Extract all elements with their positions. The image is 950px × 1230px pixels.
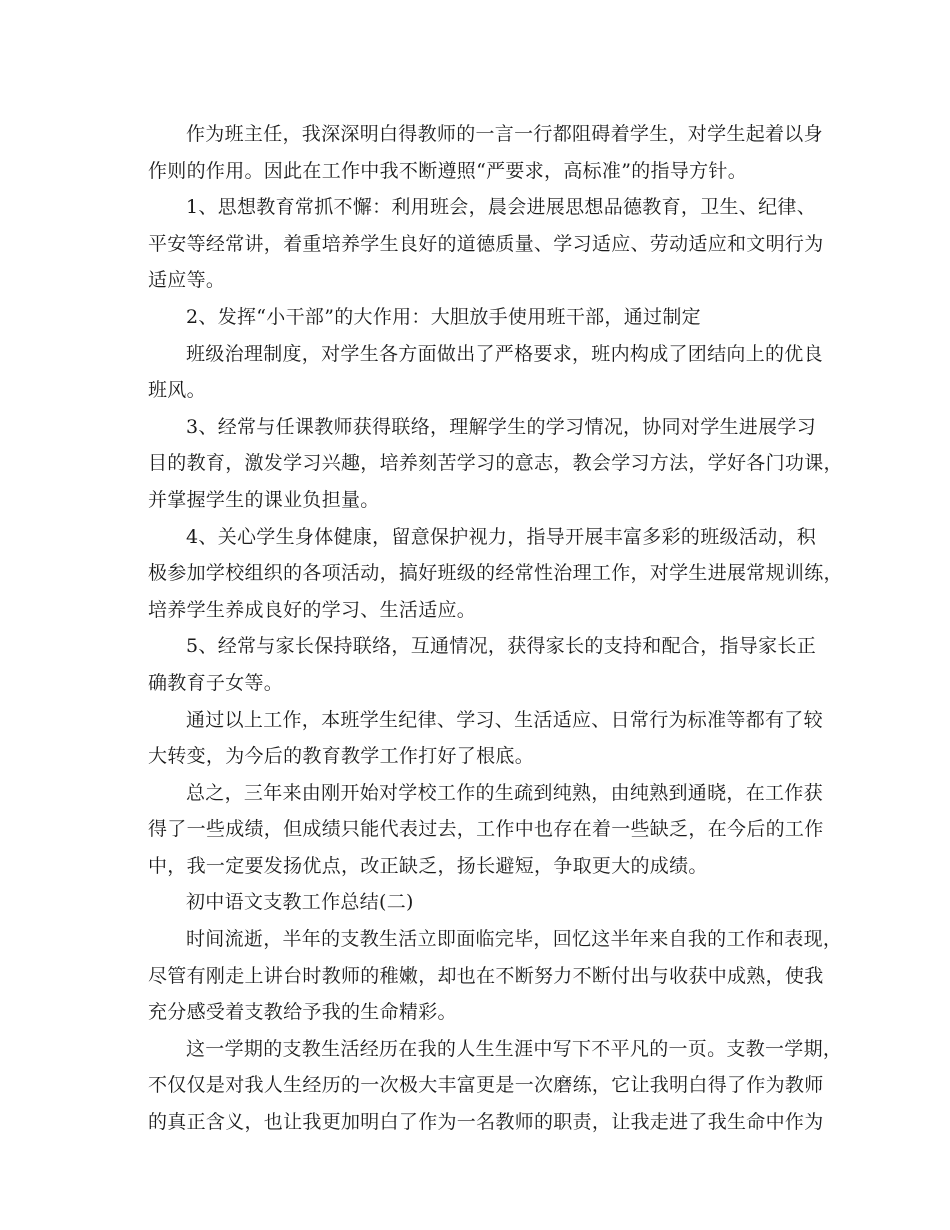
text-line: 3、经常与任课教师获得联络，理解学生的学习情况，协同对学生进展学习 bbox=[186, 415, 816, 438]
text-line: 4、关心学生身体健康，留意保护视力，指导开展丰富多彩的班级活动，积 bbox=[186, 525, 816, 548]
document-body bbox=[148, 116, 843, 1141]
text-line: 班风。 bbox=[148, 379, 206, 402]
text-line: 作则的作用。因此在工作中我不断遵照“严要求，高标准”的指导方针。 bbox=[148, 159, 748, 182]
text-line: 得了一些成绩，但成绩只能代表过去，工作中也存在着一些缺乏，在今后的工作 bbox=[148, 818, 824, 841]
text-line: 作为班主任，我深深明白得教师的一言一行都阻碍着学生，对学生起着以身 bbox=[186, 123, 823, 145]
text-line: 总之，三年来由刚开始对学校工作的生疏到纯熟，由纯熟到通晓，在工作获 bbox=[186, 781, 823, 804]
text-line: 大转变，为今后的教育教学工作打好了根底。 bbox=[148, 745, 535, 768]
text-line: 时间流逝，半年的支教生活立即面临完毕，回忆这半年来自我的工作和表现， bbox=[186, 928, 843, 951]
text-line: 1、思想教育常抓不懈：利用班会，晨会进展思想品德教育，卫生、纪律、 bbox=[186, 196, 816, 219]
text-line: 班级治理制度，对学生各方面做出了严格要求，班内构成了团结向上的优良 bbox=[186, 342, 823, 365]
text-line: 初中语文支教工作总结(二) bbox=[186, 891, 414, 914]
text-line: 这一学期的支教生活经历在我的人生生涯中写下不平凡的一页。支教一学期， bbox=[186, 1037, 843, 1060]
text-line: 尽管有刚走上讲台时教师的稚嫩，却也在不断努力不断付出与收获中成熟，使我 bbox=[148, 964, 824, 987]
text-line: 目的教育，激发学习兴趣，培养刻苦学习的意志，教会学习方法，学好各门功课， bbox=[148, 452, 843, 475]
text-line: 确教育子女等。 bbox=[148, 671, 284, 694]
text-line: 通过以上工作，本班学生纪律、学习、生活适应、日常行为标准等都有了较 bbox=[186, 708, 823, 731]
text-line: 适应等。 bbox=[148, 269, 226, 292]
text-line: 充分感受着支教给予我的生命精彩。 bbox=[148, 1001, 457, 1024]
text-line: 极参加学校组织的各项活动，搞好班级的经常性治理工作，对学生进展常规训练， bbox=[148, 562, 843, 585]
text-line: 5、经常与家长保持联络，互通情况，获得家长的支持和配合，指导家长正 bbox=[186, 635, 816, 658]
text-line: 并掌握学生的课业负担量。 bbox=[148, 488, 380, 511]
text-line: 培养学生养成良好的学习、生活适应。 bbox=[148, 598, 477, 621]
text-line: 平安等经常讲，着重培养学生良好的道德质量、学习适应、劳动适应和文明行为 bbox=[148, 232, 824, 255]
text-line: 2、发挥“小干部”的大作用：大胆放手使用班干部，通过制定 bbox=[186, 305, 701, 328]
text-line: 的真正含义，也让我更加明白了作为一名教师的职责，让我走进了我生命中作为 bbox=[148, 1111, 824, 1134]
text-line: 不仅仅是对我人生经历的一次极大丰富更是一次磨练，它让我明白得了作为教师 bbox=[148, 1074, 824, 1097]
text-line: 中，我一定要发扬优点，改正缺乏，扬长避短，争取更大的成绩。 bbox=[148, 854, 708, 877]
